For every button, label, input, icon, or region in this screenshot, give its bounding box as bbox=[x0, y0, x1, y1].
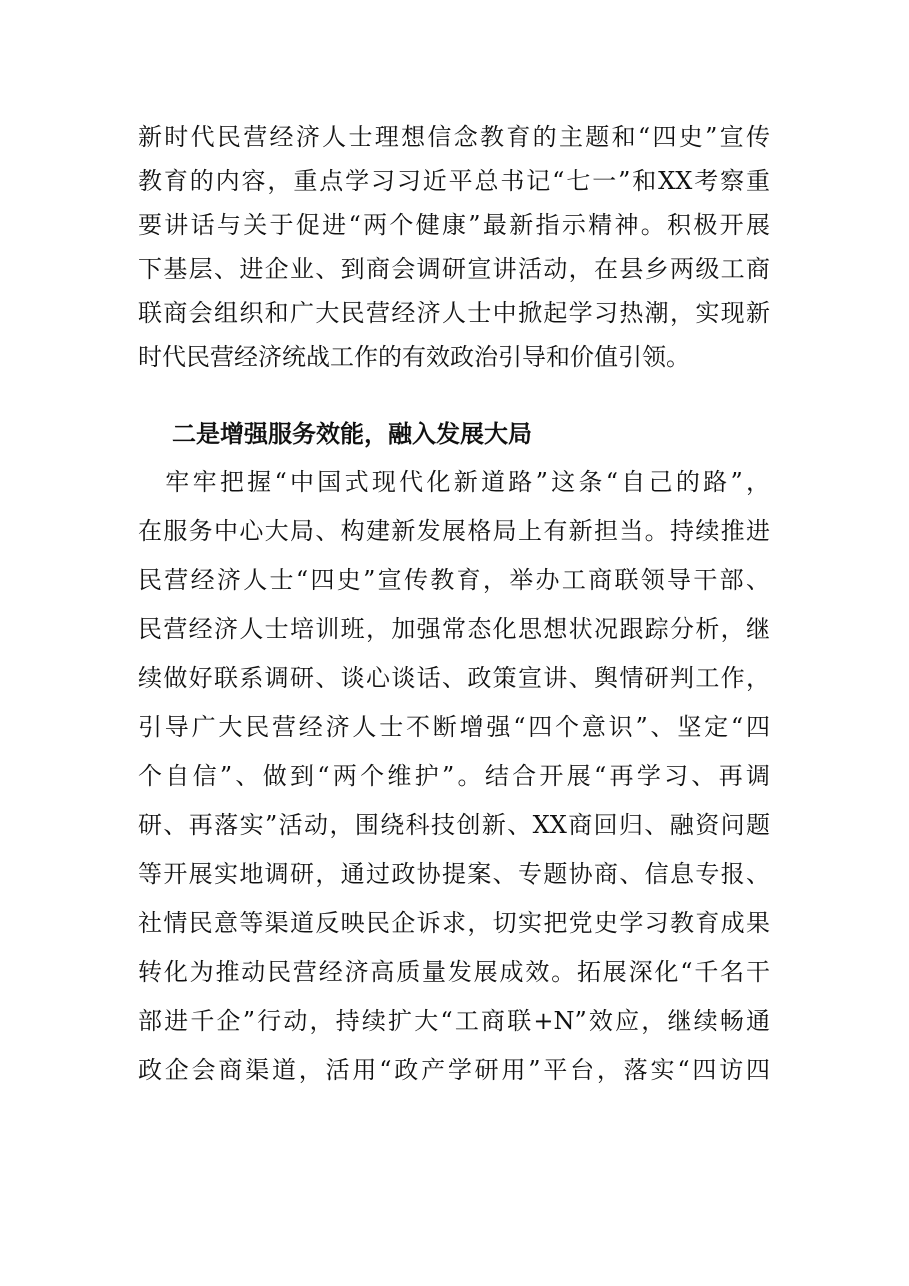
paragraph-2-line-1: 牢牢把握“中国式现代化新道路”这条“自己的路”， bbox=[138, 468, 770, 496]
paragraph-1-line-1: 新时代民营经济人士理想信念教育的主题和“四史”宣传 bbox=[138, 123, 770, 151]
paragraph-1-line-2: 教育的内容，重点学习习近平总书记“七一”和XX考察重 bbox=[138, 167, 770, 195]
paragraph-2-line-5: 续做好联系调研、谈心谈话、政策宣讲、舆情研判工作， bbox=[138, 664, 770, 692]
paragraph-2-line-3: 民营经济人士“四史”宣传教育，举办工商联领导干部、 bbox=[138, 566, 770, 594]
paragraph-2-line-8: 研、再落实”活动，围绕科技创新、XX商回归、融资问题 bbox=[138, 811, 770, 839]
paragraph-1-line-6: 时代民营经济统战工作的有效政治引导和价值引领。 bbox=[138, 343, 690, 371]
section-heading: 二是增强服务效能，融入发展大局 bbox=[172, 420, 532, 448]
paragraph-1-line-3: 要讲话与关于促进“两个健康”最新指示精神。积极开展 bbox=[138, 211, 770, 239]
paragraph-2-line-2: 在服务中心大局、构建新发展格局上有新担当。持续推进 bbox=[138, 517, 770, 545]
paragraph-2-line-11: 转化为推动民营经济高质量发展成效。拓展深化“千名干 bbox=[138, 958, 770, 986]
paragraph-2-line-4: 民营经济人士培训班，加强常态化思想状况跟踪分析，继 bbox=[138, 615, 770, 643]
paragraph-1-line-5: 联商会组织和广大民营经济人士中掀起学习热潮，实现新 bbox=[138, 299, 770, 327]
paragraph-2-line-6: 引导广大民营经济人士不断增强“四个意识”、坚定“四 bbox=[138, 713, 770, 741]
paragraph-2-line-12: 部进千企”行动，持续扩大“工商联+N”效应，继续畅通 bbox=[138, 1007, 770, 1035]
paragraph-1-line-4: 下基层、进企业、到商会调研宣讲活动，在县乡两级工商 bbox=[138, 255, 770, 283]
paragraph-2-line-10: 社情民意等渠道反映民企诉求，切实把党史学习教育成果 bbox=[138, 909, 770, 937]
paragraph-2-line-7: 个自信”、做到“两个维护”。结合开展“再学习、再调 bbox=[138, 762, 770, 790]
paragraph-2-line-9: 等开展实地调研，通过政协提案、专题协商、信息专报、 bbox=[138, 860, 770, 888]
paragraph-2-line-13: 政企会商渠道，活用“政产学研用”平台，落实“四访四 bbox=[138, 1056, 770, 1084]
